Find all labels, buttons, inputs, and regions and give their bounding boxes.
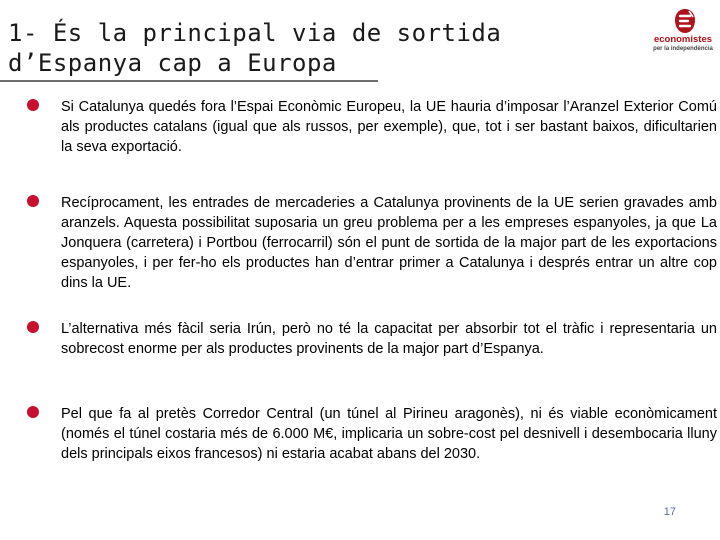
page-number: 17 [663, 506, 676, 518]
slide-title-line-1: 1- És la principal via de sortida [8, 19, 502, 47]
logo-tagline: per la independència [653, 46, 713, 52]
bullet-text: Si Catalunya quedés fora l’Espai Econòmic Europeu, la UE hauria d’imposar l’Aranzel Exterior Comú als productes catalans (igual que als russos, per exemple), que, tot i ser bastant baixos, dificultarien la seva exportació. [61, 99, 717, 155]
economistes-logo-icon [674, 8, 696, 34]
title-underline [0, 80, 378, 82]
slide-title [8, 18, 608, 78]
logo-name: economistes [653, 34, 713, 45]
bullet-text: Recíprocament, les entrades de mercaderies a Catalunya provinents de la UE serien gravades amb aranzels. Aquesta possibilitat suposaria un greu problema per a les empreses espanyoles, ja que La Jonquera (carretera) i Portbou (ferrocarril) són el punt de sortida de la major part de les exportacions espanyoles, i per fer-ho els productes han d’entrar primer a Catalunya i després entrar un altre cop dins la UE. [61, 195, 717, 291]
economistes-logo [650, 8, 716, 56]
bullet-dot-icon [27, 406, 39, 418]
bullet-dot-icon [27, 195, 39, 207]
bullet-dot-icon [27, 99, 39, 111]
bullet-dot-icon [27, 321, 39, 333]
bullet-text: L’alternativa més fàcil seria Irún, però no té la capacitat per absorbir tot el tràfic i representaria un sobrecost enorme per als productes provinents de la major part d’Espanya. [61, 321, 717, 357]
bullet-text: Pel que fa al pretès Corredor Central (un túnel al Pirineu aragonès), ni és viable econòmicament (només el túnel costaria més de 6.000 M€, implicaria un sobre-cost pel desnivell i desembocaria lluny dels principals eixos francesos) ni estaria acabat abans del 2030. [61, 406, 717, 462]
slide-title-line-2: d’Espanya cap a Europa [8, 49, 337, 77]
